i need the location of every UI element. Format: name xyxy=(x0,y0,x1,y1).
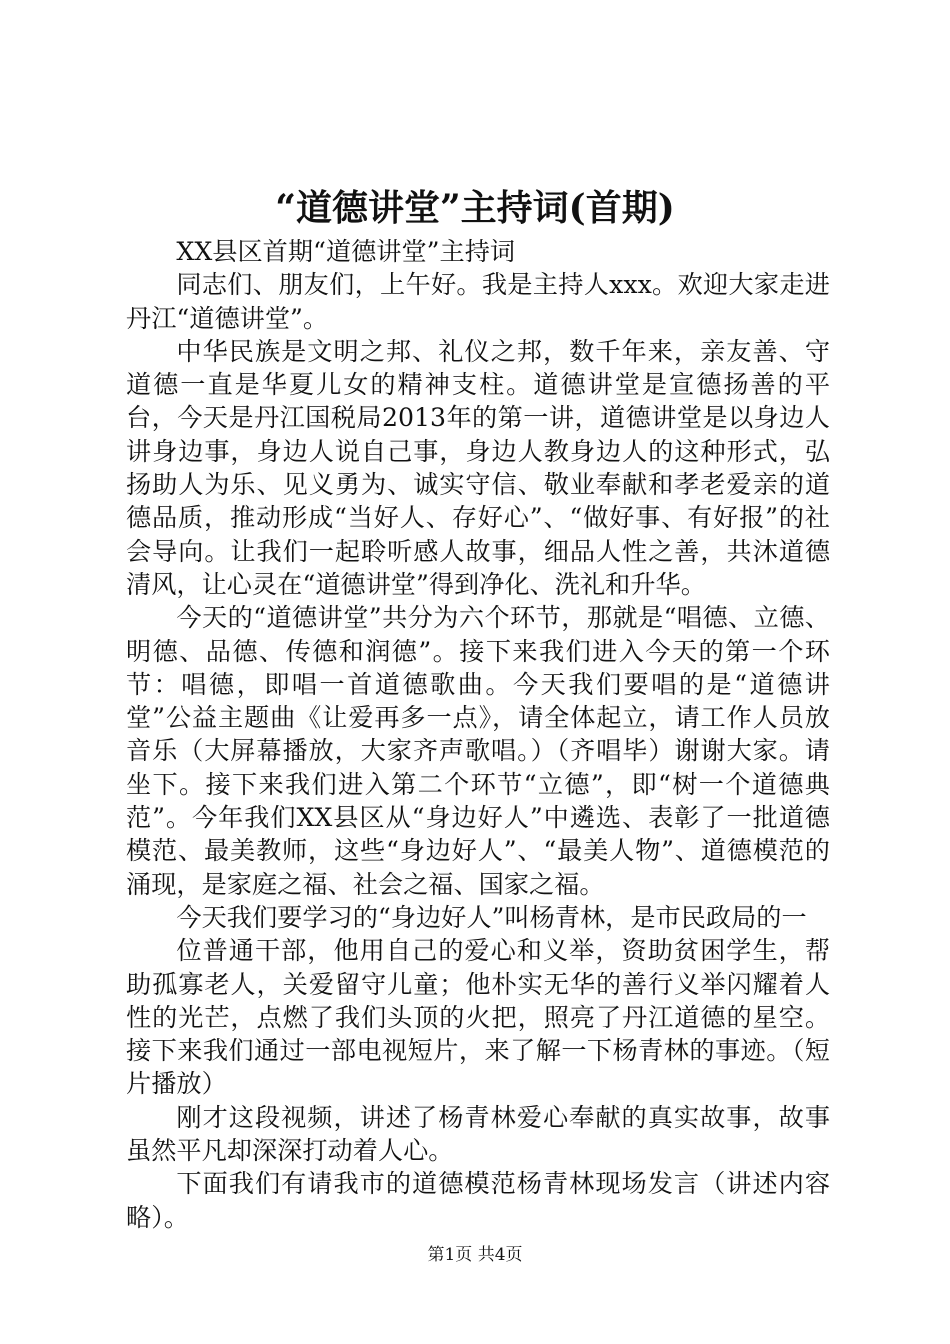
document-title: “道德讲堂”主持词(首期) xyxy=(275,187,675,229)
paragraph-greeting: 同志们、朋友们，上午好。我是主持人xxx。欢迎大家走进丹江“道德讲堂”。 xyxy=(126,270,830,333)
paragraph-video-summary: 刚才这段视频，讲述了杨青林爱心奉献的真实故事，故事虽然平凡却深深打动着人心。 xyxy=(126,1102,830,1166)
paragraph-good-person-deeds: 位普通干部，他用自己的爱心和义举，资助贫困学生，帮助孤寡老人，关爱留守儿童；他朴实无华的善行义举闪耀着人性的光芒，点燃了我们头顶的火把，照亮了丹江道德的星空。接下来我们通过一部电视短片，来了解一下杨青林的事迹。（短片播放） xyxy=(126,936,830,1099)
page-number-footer: 第1页 共4页 xyxy=(427,1245,523,1265)
paragraph-speech-invite: 下面我们有请我市的道德模范杨青林现场发言（讲述内容略）。 xyxy=(126,1169,830,1232)
paragraph-introduction: 中华民族是文明之邦、礼仪之邦，数千年来，亲友善、守道德一直是华夏儿女的精神支柱。道德讲堂是宣德扬善的平台，今天是丹江国税局2013年的第一讲，道德讲堂是以身边人讲身边事，身边人说自己事，身边人教身边人的这种形式，弘扬助人为乐、见义勇为、诚实守信、敬业奉献和孝老爱亲的道德品质，推动形成“当好人、存好心”、“做好事、有好报”的社会导向。让我们一起聆听感人故事，细品人性之善，共沐道德清风，让心灵在“道德讲堂”得到净化、洗礼和升华。 xyxy=(126,336,830,599)
document-body xyxy=(126,235,830,1234)
document-subtitle: XX县区首期“道德讲堂”主持词 xyxy=(176,237,516,266)
paragraph-good-person-intro: 今天我们要学习的“身边好人”叫杨青林，是市民政局的一 xyxy=(176,902,807,932)
paragraph-six-segments: 今天的“道德讲堂”共分为六个环节，那就是“唱德、立德、明德、品德、传德和润德”。接下来我们进入今天的第一个环节：唱德，即唱一首道德歌曲。今天我们要唱的是“道德讲堂”公益主题曲《让爱再多一点》，请全体起立，请工作人员放音乐（大屏幕播放，大家齐声歌唱。）（齐唱毕）谢谢大家。请坐下。接下来我们进入第二个环节“立德”，即“树一个道德典范”。今年我们XX县区从“身边好人”中遴选、表彰了一批道德模范、最美教师，这些“身边好人”、“最美人物”、道德模范的涌现，是家庭之福、社会之福、国家之福。 xyxy=(126,603,830,899)
